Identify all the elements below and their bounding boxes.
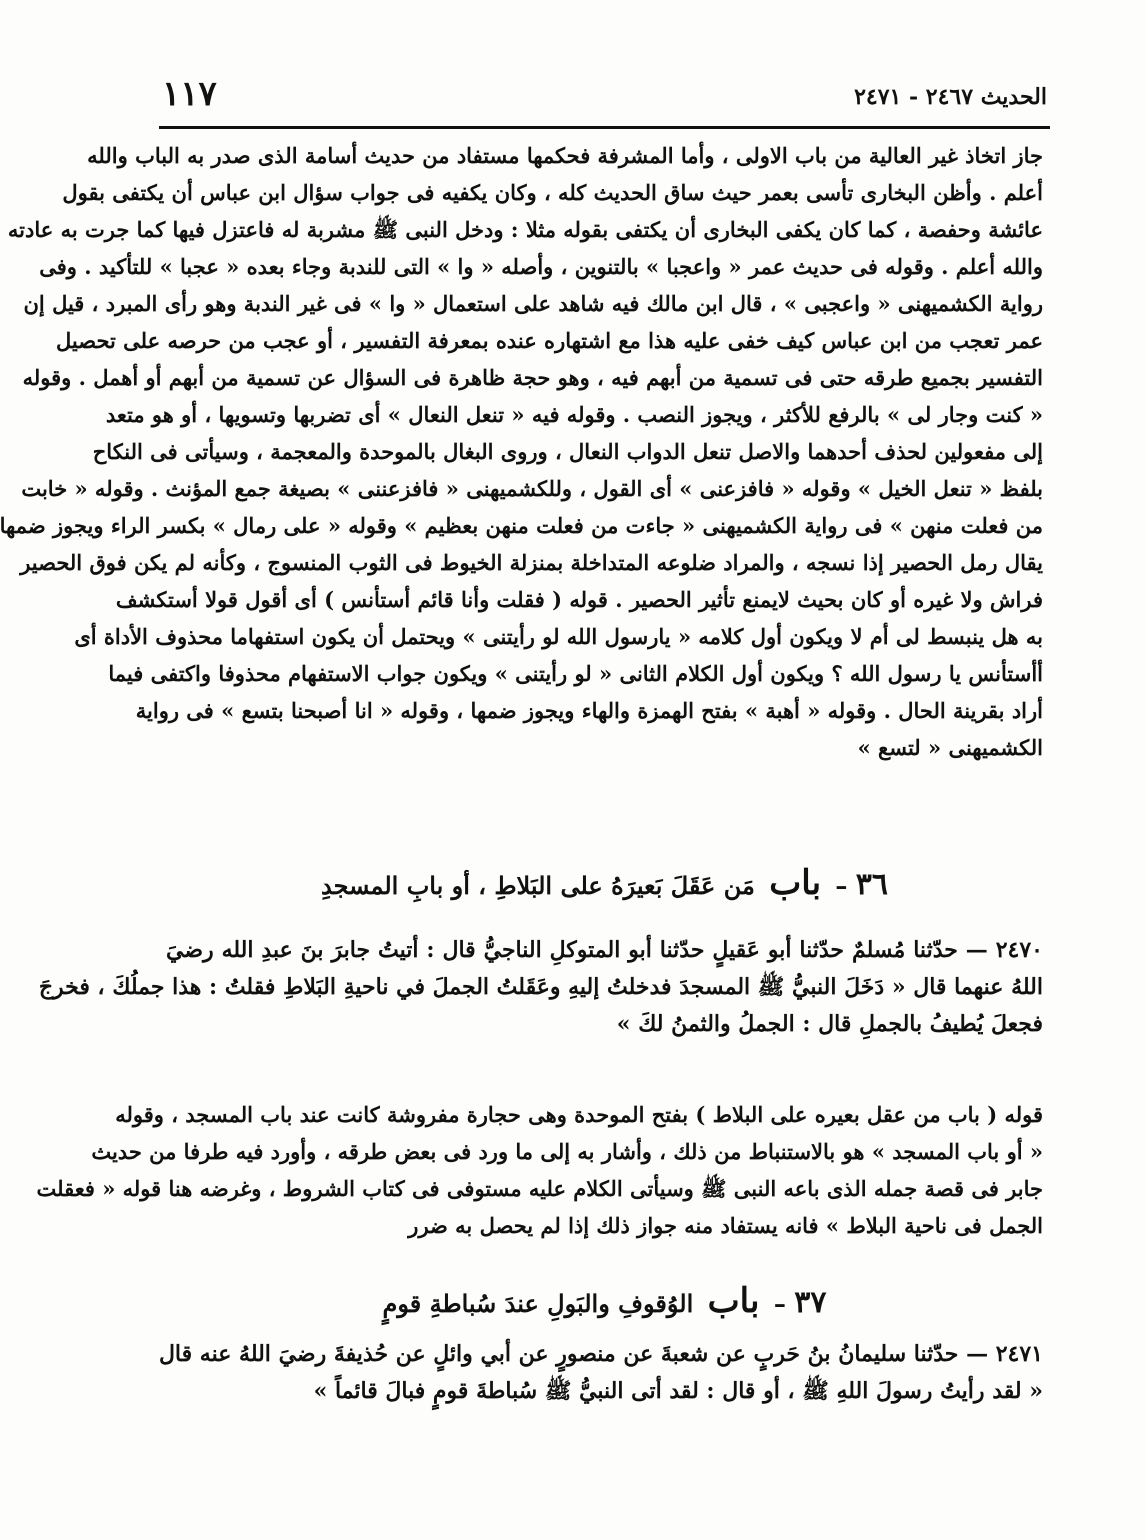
hadith-line: ٢٤٧٠ — حدّثنا مُسلمٌ حدّثنا أبو عَقيلٍ حدّثنا أبو المتوكلِ الناجيُّ قال : أتيتُ جابرَ بنَ عبدِ الله رضيَ [166, 937, 1043, 963]
text-line: به هل ينبسط لى أم لا ويكون أول كلامه « يارسول الله لو رأيتنى » ويحتمل أن يكون استفهاما محذوف الأداة أى [74, 624, 1043, 649]
chapter-bab-word: باب [769, 863, 822, 903]
hadith-line: اللهُ عنهما قال « دَخَلَ النبيُّ ﷺ المسجدَ فدخلتُ إليهِ وعَقَلتُ الجملَ في ناحيةِ البَلاطِ فقلتُ : هذا جملُكَ ، فخرجَ [38, 974, 1043, 1000]
commentary-block-1 [0, 137, 1043, 766]
text-line: عمر تعجب من ابن عباس كيف خفى عليه هذا مع اشتهاره عنده بمعرفة التفسير ، أو عجب من حرصه على تحصيل [56, 328, 1043, 353]
text-line: الجمل فى ناحية البلاط » فانه يستفاد منه جواز ذلك إذا لم يحصل به ضرر [408, 1213, 1043, 1238]
text-line: « أو باب المسجد » هو بالاستنباط من ذلك ، وأشار به إلى ما ورد فى بعض طرقه ، وأورد فيه طرفا من حديث [91, 1139, 1043, 1164]
text-line: عائشة وحفصة ، كما كان يكفى البخارى أن يكتفى بقوله مثلا : ودخل النبى ﷺ مشربة له فاعتزل فيها كما جرت به عادته [7, 217, 1043, 242]
hadith-line: فجعلَ يُطيفُ بالجملِ قال : الجملُ والثمنُ لكَ » [616, 1011, 1043, 1037]
chapter-number: ٣٦ [855, 867, 889, 902]
hadith-line: « لقد رأيتُ رسولَ اللهِ ﷺ ، أو قال : لقد أتى النبيُّ ﷺ سُباطةَ قومٍ فبالَ قائماً » [313, 1378, 1043, 1404]
page-number: ١١٧ [162, 74, 217, 114]
text-line: « كنت وجار لى » بالرفع للأكثر ، ويجوز النصب . وقوله فيه « تنعل النعال » أى تضربها وتسويها ، أو هو متعد [105, 402, 1043, 427]
chapter-heading-37 [166, 1278, 1043, 1324]
chapter-bab-word: باب [707, 1281, 760, 1321]
text-line: أعلم . وأظن البخارى تأسى بعمر حيث ساق الحديث كله ، وكان يكفيه فى جواب سؤال ابن عباس أن يكتفى بقول [62, 180, 1043, 205]
chapter-title: مَن عَقَلَ بَعيرَهُ على البَلاطِ ، أو بابِ المسجدِ [320, 871, 755, 900]
hadith-line: ٢٤٧١ — حدّثنا سليمانُ بنُ حَربٍ عن شعبةَ عن منصورٍ عن أبي وائلٍ عن حُذيفةَ رضيَ اللهُ عنه قال [158, 1341, 1043, 1367]
text-line: جاز اتخاذ غير العالية من باب الاولى ، وأما المشرفة فحكمها مستفاد من حديث أسامة الذى صدر به الباب والله [87, 143, 1043, 168]
page-header [162, 74, 1047, 120]
text-line: قوله ( باب من عقل بعيره على البلاط ) بفتح الموحدة وهى حجارة مفروشة كانت عند باب المسجد ، وقوله [115, 1102, 1043, 1127]
text-line: من فعلت منهن » فى رواية الكشميهنى « جاءت من فعلت منهن بعظيم » وقوله « على رمال » بكسر الراء ويجوز ضمها [0, 513, 1043, 538]
text-line: جابر فى قصة جمله الذى باعه النبى ﷺ وسيأتى الكلام عليه مستوفى فى كتاب الشروط ، وغرضه هنا قوله « فعقلت [36, 1176, 1043, 1201]
text-line: أأستأنس يا رسول الله ؟ ويكون أول الكلام الثانى « لو رأيتنى » ويكون جواب الاستفهام محذوفا واكتفى فيما [108, 661, 1043, 686]
text-line: يقال رمل الحصير إذا نسجه ، والمراد ضلوعه المتداخلة بمنزلة الخيوط فى الثوب المنسوج ، وكأنه لم يكن فوق الحصير [20, 550, 1043, 575]
header-rule [159, 126, 1050, 129]
text-line: الكشميهنى « لتسع » [857, 735, 1043, 760]
text-line: أراد بقرينة الحال . وقوله « أهبة » بفتح الهمزة والهاء ويجوز ضمها ، وقوله « انا أصبحنا بتسع » فى رواية [135, 698, 1043, 723]
chapter-dash: – [773, 1289, 786, 1318]
text-line: فراش ولا غيره أو كان بحيث لايمنع تأثير الحصير . قوله ( فقلت وأنا قائم أستأنس ) أى أقول قولا أستكشف [115, 587, 1043, 612]
running-head: الحديث ٢٤٦٧ - ٢٤٧١ [854, 84, 1047, 110]
hadith-2471 [158, 1336, 1043, 1410]
hadith-2470 [38, 932, 1043, 1043]
chapter-number: ٣٧ [794, 1285, 827, 1320]
text-line: إلى مفعولين لحذف أحدهما والاصل تنعل الدواب النعال ، وروى البغال بالموحدة والمعجمة ، وسيأتى فى النكاح [92, 439, 1043, 464]
chapter-heading-36 [166, 860, 1043, 906]
commentary-block-2 [36, 1096, 1043, 1244]
text-line: والله أعلم . وقوله فى حديث عمر « واعجبا » بالتنوين ، وأصله « وا » التى للندبة وجاء بعده « عجبا » للتأكيد . وفى [39, 254, 1043, 279]
chapter-dash: – [835, 871, 848, 900]
text-line: بلفظ « تنعل الخيل » وقوله « فافزعنى » أى القول ، وللكشميهنى « فافزعننى » بصيغة جمع المؤنث . وقوله « خابت [21, 476, 1043, 501]
text-line: رواية الكشميهنى « واعجبى » ، قال ابن مالك فيه شاهد على استعمال « وا » فى غير الندبة وهو رأى المبرد ، قيل إن [23, 291, 1043, 316]
text-line: التفسير بجميع طرقه حتى فى تسمية من أبهم فيه ، وهو حجة ظاهرة فى السؤال عن تسمية من أبهم أو أهمل . وقوله [22, 365, 1043, 390]
chapter-title: الوُقوفِ والبَولِ عندَ سُباطةِ قومٍ [382, 1289, 694, 1318]
